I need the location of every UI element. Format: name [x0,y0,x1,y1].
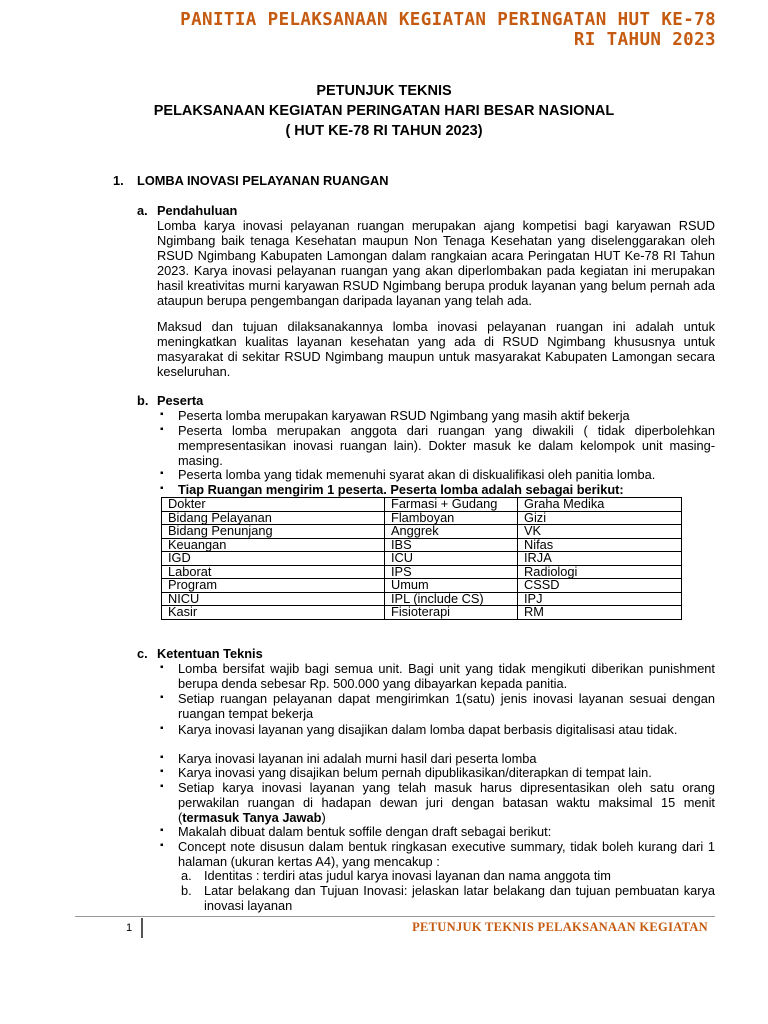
sub-b-heading: Peserta [157,393,204,408]
peserta-bullet-3: Peserta lomba yang tidak memenuhi syarat akan di diskualifikasi oleh panitia lomba. [178,467,656,482]
ketentuan-bullet-3: Karya inovasi layanan yang disajikan dalam lomba dapat berbasis digitalisasi atau tidak. [178,722,678,737]
sublist-item-b: Latar belakang dan Tujuan Inovasi: jelaskan latar belakang dan tujuan pembuatan karya inovasi layanan [204,883,715,913]
table-row [162,538,682,552]
page-number-divider [141,918,143,938]
table-cell: Kasir [162,606,385,620]
sub-c-letter: c. [137,646,148,661]
page-number: 1 [126,922,133,934]
table-cell: NICU [162,592,385,606]
table-cell: Nifas [518,538,682,552]
table-cell: Laborat [162,565,385,579]
document-header [76,10,716,50]
table-cell: IPJ [518,592,682,606]
ketentuan-bullet-6 [178,780,715,825]
ketentuan-bullet-2: Setiap ruangan pelayanan dapat mengirimkan 1(satu) jenis inovasi layanan sesuai dengan ruangan tempat bekerja [178,691,715,721]
bullet-marker: ▪ [160,781,164,792]
intro-paragraph-2: Maksud dan tujuan dilaksanakannya lomba inovasi pelayanan ruangan ini adalah untuk meningkatkan kualitas layanan kesehatan yang ada di RSUD Ngimbang khususnya untuk masyarakat di sekitar RSUD Ngimbang maupun untuk masyarakat Kabupaten Lamongan secara keseluruhan. [157,319,715,379]
table-cell: Bidang Penunjang [162,525,385,539]
section-number: 1. [113,173,124,188]
table-cell: Program [162,579,385,593]
table-row [162,498,682,512]
ketentuan-bullet-5: Karya inovasi yang disajikan belum pernah dipublikasikan/diterapkan di tempat lain. [178,765,652,780]
table-cell: Bidang Pelayanan [162,511,385,525]
table-cell: RM [518,606,682,620]
table-row [162,552,682,566]
bullet-marker: ▪ [160,825,164,836]
table-row [162,579,682,593]
participant-table [161,497,682,620]
table-cell: Graha Medika [518,498,682,512]
bullet-marker: ▪ [160,483,164,494]
peserta-bullet-4: Tiap Ruangan mengirim 1 peserta. Peserta lomba adalah sebagai berikut: [178,482,624,497]
sub-c-heading: Ketentuan Teknis [157,646,263,661]
table-cell: Radiologi [518,565,682,579]
bullet-marker: ▪ [160,424,164,435]
title-line-1: PETUNJUK TEKNIS [316,83,452,99]
bullet-6-bold: termasuk Tanya Jawab [182,810,322,825]
sub-b-letter: b. [137,393,149,408]
bullet-6-end: ) [321,810,326,825]
table-cell: ICU [385,552,518,566]
section-heading: LOMBA INOVASI PELAYANAN RUANGAN [137,173,389,188]
header-line-1: PANITIA PELAKSANAAN KEGIATAN PERINGATAN HUT KE-78 [180,10,716,30]
bullet-marker: ▪ [160,409,164,420]
table-cell: Keuangan [162,538,385,552]
sub-a-heading: Pendahuluan [157,203,238,218]
table-cell: Gizi [518,511,682,525]
sub-a-letter: a. [137,203,148,218]
table-cell: Umum [385,579,518,593]
bullet-marker: ▪ [160,766,164,777]
sublist-letter-a: a. [181,868,192,883]
bullet-marker: ▪ [160,468,164,479]
bullet-6-text: Setiap karya inovasi layanan yang telah masuk harus dipresentasikan oleh satu orang perwakilan ruangan di hadapan dewan juri dengan batasan waktu maksimal 15 menit ( [178,780,715,825]
table-cell: VK [518,525,682,539]
intro-paragraph-1: Lomba karya inovasi pelayanan ruangan merupakan ajang kompetisi bagi karyawan RSUD Ngimbang baik tenaga Kesehatan maupun Non Tenaga Kesehatan yang diselenggarakan oleh RSUD Ngimbang Kabupaten Lamongan dalam rangkaian acara Peringatan HUT Ke-78 RI Tahun 2023. Karya inovasi pelayanan ruangan yang akan diperlombakan pada kegiatan ini merupakan hasil kreativitas murni karyawan RSUD Ngimbang berupa produk layanan yang belum pernah ada ataupun berupa pengembangan daripada layanan yang telah ada. [157,218,715,308]
footer-rule [75,916,715,917]
ketentuan-bullet-8: Concept note disusun dalam bentuk ringkasan executive summary, tidak boleh kurang dari 1 halaman (ukuran kertas A4), yang mencakup : [178,839,715,869]
bullet-marker: ▪ [160,692,164,703]
table-cell: CSSD [518,579,682,593]
table-cell: IGD [162,552,385,566]
bullet-marker: ▪ [160,662,164,673]
bullet-marker: ▪ [160,723,164,734]
sublist-item-a: Identitas : terdiri atas judul karya inovasi layanan dan nama anggota tim [204,868,611,883]
ketentuan-bullet-4: Karya inovasi layanan ini adalah murni hasil dari peserta lomba [178,751,537,766]
bullet-marker: ▪ [160,752,164,763]
title-line-2: PELAKSANAAN KEGIATAN PERINGATAN HARI BESAR NASIONAL [153,103,615,119]
footer-title: PETUNJUK TEKNIS PELAKSANAAN KEGIATAN [412,920,708,934]
table-cell: Dokter [162,498,385,512]
peserta-bullet-2: Peserta lomba merupakan anggota dari ruangan yang diwakili ( tidak diperbolehkan mempresentasikan inovasi ruangan lain). Dokter masuk ke dalam kelompok unit masing-masing. [178,423,715,468]
peserta-bullet-1: Peserta lomba merupakan karyawan RSUD Ngimbang yang masih aktif bekerja [178,408,630,423]
table-cell: IRJA [518,552,682,566]
table-cell: IPL (include CS) [385,592,518,606]
table-cell: Farmasi + Gudang [385,498,518,512]
table-row [162,525,682,539]
table-cell: Anggrek [385,525,518,539]
table-row [162,606,682,620]
table-cell: Fisioterapi [385,606,518,620]
table-cell: IPS [385,565,518,579]
ketentuan-bullet-7: Makalah dibuat dalam bentuk soffile dengan draft sebagai berikut: [178,824,552,839]
bullet-marker: ▪ [160,840,164,851]
title-line-3: ( HUT KE-78 RI TAHUN 2023) [285,123,483,139]
table-cell: Flamboyan [385,511,518,525]
header-line-2: RI TAHUN 2023 [573,30,716,50]
ketentuan-bullet-1: Lomba bersifat wajib bagi semua unit. Bagi unit yang tidak mengikuti diberikan punishment berupa denda sebesar Rp. 500.000 yang dibayarkan kepada panitia. [178,661,715,691]
table-cell: IBS [385,538,518,552]
sublist-letter-b: b. [181,883,192,898]
